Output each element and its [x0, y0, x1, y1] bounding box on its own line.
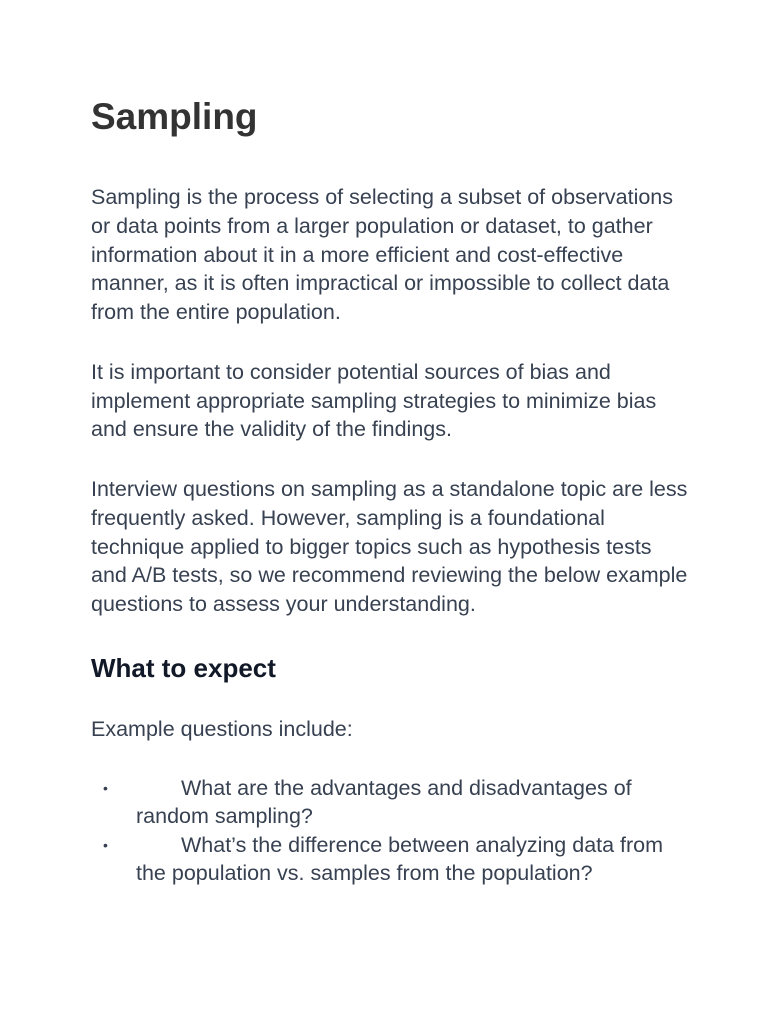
paragraph-definition: Sampling is the process of selecting a subset of observations or data points from a larger population or dataset, to gather information about it in a more efficient and cost-effective manner, as it is often impractical or impossible to collect data from the entire population. [91, 185, 674, 324]
bullet-icon: • [103, 836, 108, 853]
list-item [91, 774, 691, 831]
bullet-icon: • [103, 779, 108, 796]
page-title: Sampling [91, 96, 258, 137]
list-item [91, 831, 691, 888]
question-text: What are the advantages and disadvantages of random sampling? [136, 775, 632, 828]
section-heading: What to expect [91, 652, 276, 683]
document-page [91, 94, 691, 888]
question-list [91, 774, 691, 888]
question-text: What’s the difference between analyzing data from the population vs. samples from the population? [136, 832, 664, 885]
paragraph-bias: It is important to consider potential sources of bias and implement appropriate sampling strategies to minimize bias and ensure the validity of the findings. [91, 359, 657, 442]
section-intro: Example questions include: [91, 716, 353, 741]
paragraph-interview: Interview questions on sampling as a standalone topic are less frequently asked. However, sampling is a foundational technique applied to bigger topics such as hypothesis tests and A/B tests, so we recommend reviewing the below example questions to assess your understanding. [91, 477, 688, 616]
